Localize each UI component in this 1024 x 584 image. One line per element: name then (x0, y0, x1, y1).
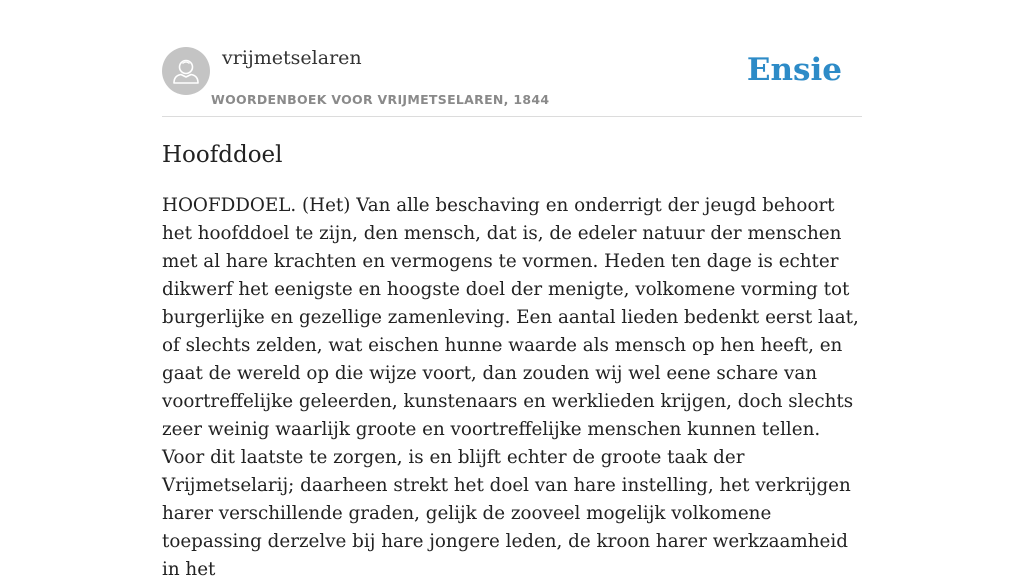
author-name[interactable]: vrijmetselaren (222, 47, 362, 69)
author-avatar[interactable] (162, 47, 210, 95)
source-title[interactable]: WOORDENBOEK VOOR VRIJMETSELAREN, 1844 (211, 92, 550, 107)
entry-title: Hoofddoel (162, 142, 283, 168)
entry-header (162, 46, 862, 117)
entry-body: HOOFDDOEL. (Het) Van alle beschaving en onderrigt der jeugd behoort het hoofddoel te zijn, den mensch, dat is, de edeler natuur der menschen met al hare krachten en vermogens te vormen. Heden ten dage is echter dikwerf het eenigste en hoogste doel der menigte, volkomene vorming tot burgerlijke en gezellige zamenleving. Een aantal lieden bedenkt eerst laat, of slechts zelden, wat eischen hunne waarde als mensch op hen heeft, en gaat de wereld op die wijze voort, dan zouden wij wel eene schare van voortreffelijke geleerden, kunstenaars en werklieden krijgen, doch slechts zeer weinig waarlijk groote en voortreffelijke menschen kunnen tellen. Voor dit laatste te zorgen, is en blijft echter de groote taak der Vrijmetselarij; daarheen strekt het doel van hare instelling, het verkrijgen harer verschillende graden, gelijk de zooveel mogelijk volkomene toepassing derzelve bij hare jongere leden, de kroon harer werkzaamheid in het (162, 195, 859, 580)
ensie-logo[interactable]: Ensie (746, 52, 842, 88)
user-placeholder-icon (162, 47, 210, 95)
